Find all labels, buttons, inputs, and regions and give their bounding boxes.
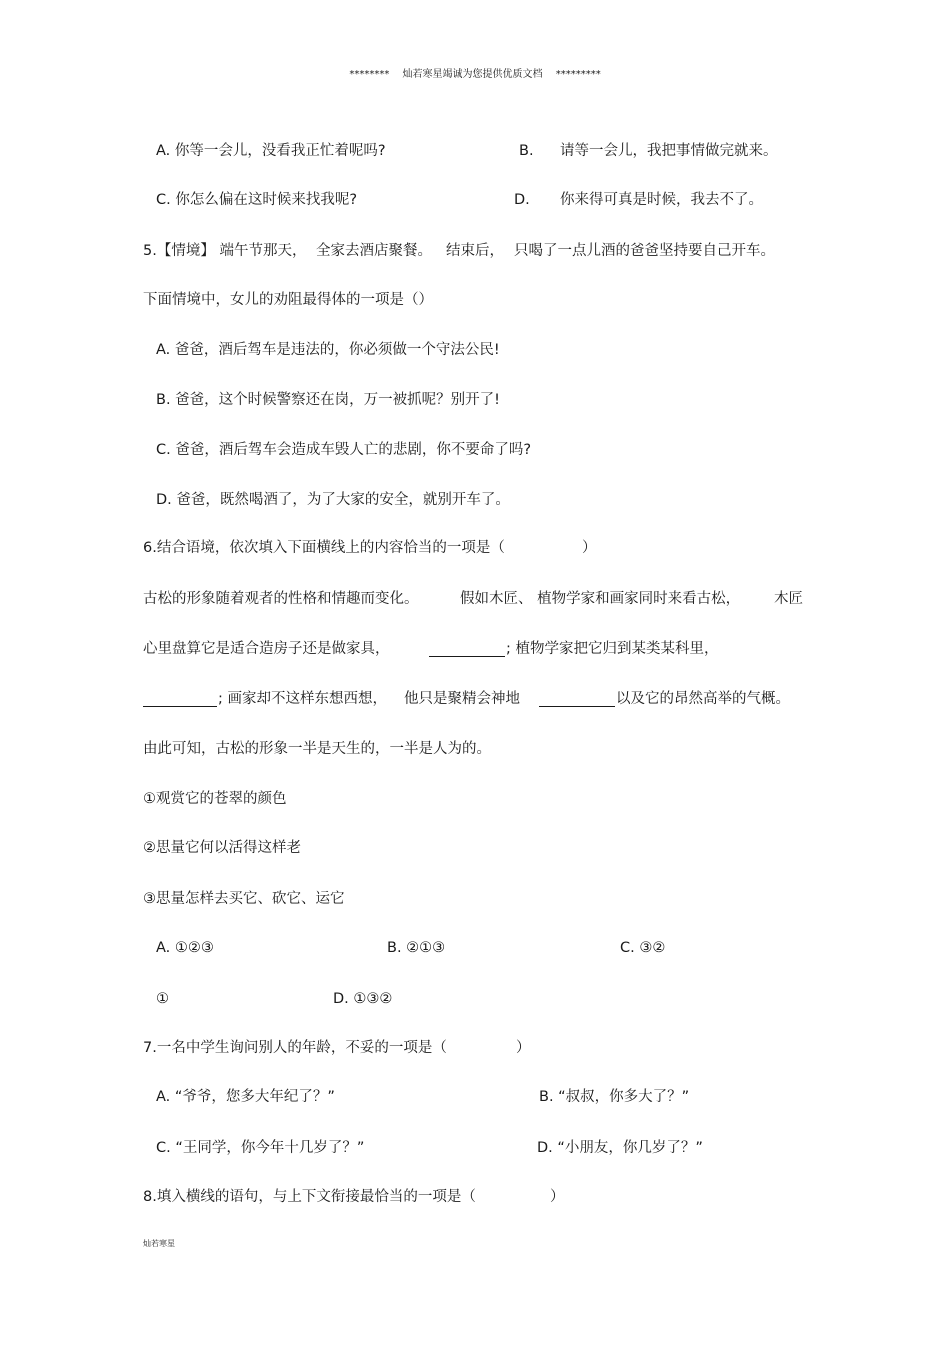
- q6-passage-line3-d: 以及它的昂然高举的气概。: [616, 691, 790, 707]
- q5-stem-part1: 5.【情境】 端午节那天，: [143, 243, 307, 259]
- q6-blank-2: [143, 692, 217, 707]
- q5-stem-line2: 下面情境中，女儿的劝阻最得体的一项是（）: [143, 292, 433, 308]
- q6-option-b: B. ②①③: [387, 940, 446, 956]
- q6-passage-line1-a: 古松的形象随着观者的性格和情趣而变化。: [143, 591, 419, 607]
- q7-option-d: D. “小朋友，你几岁了？”: [537, 1140, 703, 1156]
- q4-option-c: C. 你怎么偏在这时候来找我呢?: [156, 192, 358, 208]
- q4-option-d-text: 你来得可真是时候，我去不了。: [560, 192, 763, 208]
- q6-passage-line1-c: 木匠: [774, 591, 803, 607]
- q4-option-d-letter: D.: [514, 192, 530, 208]
- page-footer: 灿若寒星: [143, 1239, 175, 1248]
- q6-option-c-continued: ①: [156, 991, 169, 1007]
- q4-option-a: A. 你等一会儿，没看我正忙着呢吗?: [156, 143, 386, 159]
- q6-passage-line2-b: ; 植物学家把它归到某类某科里，: [506, 641, 719, 657]
- q6-item-3: ③思量怎样去买它、砍它、运它: [143, 891, 345, 907]
- q7-option-a: A. “爷爷，您多大年纪了？”: [156, 1089, 335, 1105]
- q6-stem-close: ）: [582, 540, 597, 556]
- header-stars-right: *********: [555, 69, 601, 80]
- q5-stem-part3: 结束后，: [446, 243, 504, 259]
- header-title: 灿若寒星竭诚为您提供优质文档: [402, 69, 543, 80]
- q7-stem-close: ）: [516, 1040, 531, 1056]
- q6-passage-line4: 由此可知，古松的形象一半是天生的，一半是人为的。: [143, 741, 491, 757]
- q6-option-a: A. ①②③: [156, 940, 214, 956]
- q5-option-b: B. 爸爸，这个时候警察还在岗，万一被抓呢？别开了!: [156, 392, 500, 408]
- q5-option-d: D. 爸爸，既然喝酒了，为了大家的安全，就别开车了。: [156, 492, 510, 508]
- q6-item-2: ②思量它何以活得这样老: [143, 840, 301, 856]
- header-stars-left: ********: [349, 69, 390, 80]
- q5-option-a: A. 爸爸，酒后驾车是违法的，你必须做一个守法公民!: [156, 342, 500, 358]
- q4-option-b-letter: B.: [519, 143, 534, 159]
- q4-option-b-text: 请等一会儿，我把事情做完就来。: [560, 143, 778, 159]
- q8-stem: 8.填入横线的语句，与上下文衔接最恰当的一项是（: [143, 1189, 476, 1205]
- q6-blank-3: [539, 692, 615, 707]
- q5-option-c: C. 爸爸，酒后驾车会造成车毁人亡的悲剧，你不要命了吗?: [156, 442, 532, 458]
- q7-stem: 7.一名中学生询问别人的年龄，不妥的一项是（: [143, 1040, 447, 1056]
- q7-option-c: C. “王同学，你今年十几岁了？”: [156, 1140, 365, 1156]
- q6-passage-line3-b: ; 画家却不这样东想西想，: [218, 691, 387, 707]
- q7-option-b: B. “叔叔，你多大了？”: [539, 1089, 690, 1105]
- q8-stem-close: ）: [550, 1189, 565, 1205]
- q6-item-1: ①观赏它的苍翠的颜色: [143, 791, 287, 807]
- q6-passage-line2-a: 心里盘算它是适合造房子还是做家具，: [143, 641, 390, 657]
- q6-passage-line3-c: 他只是聚精会神地: [404, 691, 520, 707]
- q6-stem: 6.结合语境，依次填入下面横线上的内容恰当的一项是（: [143, 540, 505, 556]
- page-header: [0, 68, 950, 82]
- q5-stem-part2: 全家去酒店聚餐。: [316, 243, 432, 259]
- q6-option-c: C. ③②: [620, 940, 666, 956]
- q6-option-d: D. ①③②: [333, 991, 393, 1007]
- q6-passage-line1-b: 假如木匠、 植物学家和画家同时来看古松，: [460, 591, 741, 607]
- q6-blank-1: [429, 642, 505, 657]
- q5-stem-part4: 只喝了一点儿酒的爸爸坚持要自己开车。: [514, 243, 775, 259]
